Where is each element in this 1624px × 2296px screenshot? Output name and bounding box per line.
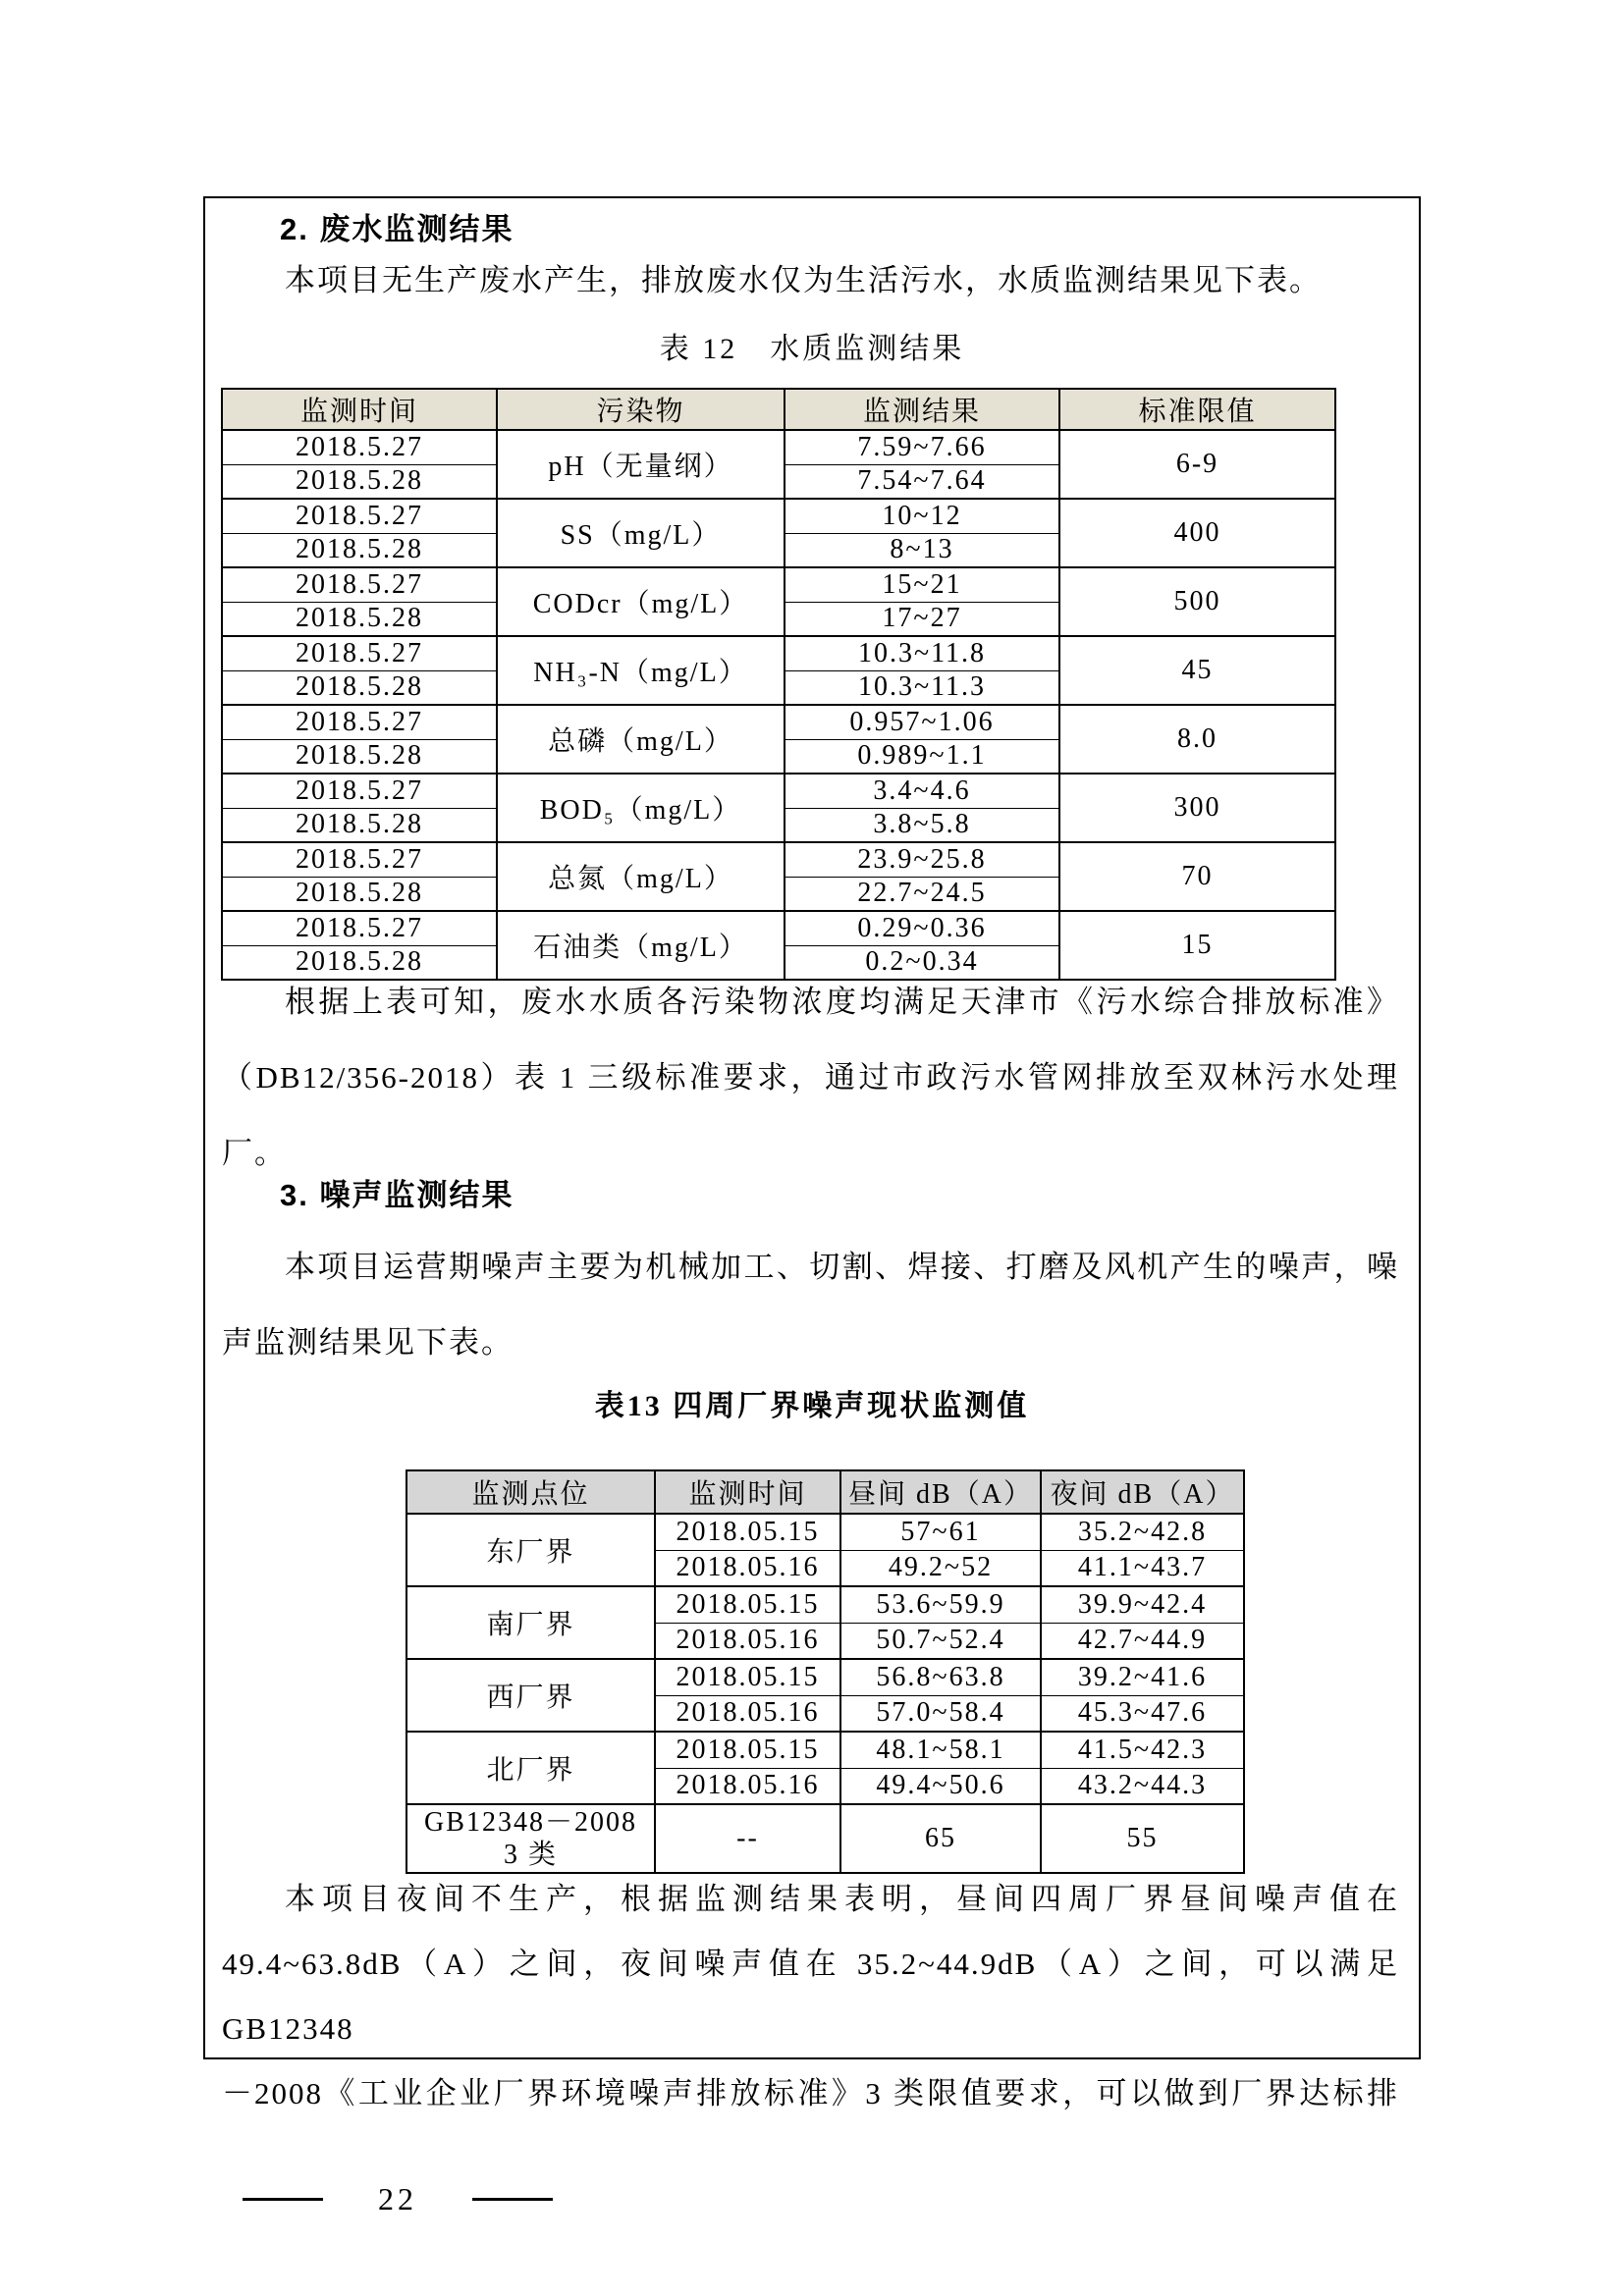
date-cell: 2018.5.27 [222, 430, 497, 464]
limit-cell: 300 [1059, 774, 1335, 842]
table-row [222, 636, 1335, 670]
date-cell: 2018.5.28 [222, 739, 497, 774]
date-cell: 2018.05.16 [655, 1695, 840, 1732]
date-cell: 2018.5.27 [222, 567, 497, 602]
date-cell: 2018.05.16 [655, 1623, 840, 1659]
table-row [406, 1514, 1244, 1550]
table-row [222, 911, 1335, 945]
result-cell: 7.54~7.64 [785, 464, 1059, 499]
site-cell: 东厂界 [406, 1514, 655, 1586]
date-cell: 2018.5.28 [222, 945, 497, 980]
pollutant-cell: CODcr（mg/L） [497, 567, 785, 636]
column-header: 昼间 dB（A） [840, 1470, 1041, 1514]
date-cell: 2018.5.27 [222, 705, 497, 739]
column-header: 污染物 [497, 389, 785, 430]
result-cell: 10.3~11.3 [785, 670, 1059, 705]
limit-cell: 8.0 [1059, 705, 1335, 774]
column-header: 标准限值 [1059, 389, 1335, 430]
result-cell: 3.4~4.6 [785, 774, 1059, 808]
table-row [406, 1732, 1244, 1768]
column-header: 监测时间 [222, 389, 497, 430]
water-quality-table [221, 388, 1336, 981]
section-heading-wastewater: 2. 废水监测结果 [280, 212, 514, 246]
night-level-cell: 39.2~41.6 [1041, 1659, 1244, 1695]
date-cell: 2018.5.28 [222, 808, 497, 842]
table13-caption: 表13 四周厂界噪声现状监测值 [594, 1390, 1030, 1422]
limit-cell: 500 [1059, 567, 1335, 636]
table-header-row [406, 1470, 1244, 1514]
footer-dash [472, 2198, 553, 2201]
date-cell: 2018.5.27 [222, 911, 497, 945]
day-level-cell: 50.7~52.4 [840, 1623, 1041, 1659]
date-cell: -- [655, 1804, 840, 1873]
footer-dash [243, 2198, 323, 2201]
paragraph-line: 厂。 [222, 1136, 287, 1170]
day-level-cell: 57.0~58.4 [840, 1695, 1041, 1732]
date-cell: 2018.05.16 [655, 1550, 840, 1586]
column-header: 监测点位 [406, 1470, 655, 1514]
table-row-standard-limit [406, 1804, 1244, 1873]
table-row [222, 705, 1335, 739]
night-level-cell: 41.5~42.3 [1041, 1732, 1244, 1768]
night-level-cell: 55 [1041, 1804, 1244, 1873]
paragraph-noise-intro [222, 1229, 1399, 1380]
date-cell: 2018.05.15 [655, 1732, 840, 1768]
paragraph-line: 本项目夜间不生产，根据监测结果表明，昼间四周厂界昼间噪声值在 [285, 1882, 1399, 1916]
date-cell: 2018.05.15 [655, 1659, 840, 1695]
paragraph-line: 本项目无生产废水产生，排放废水仅为生活污水，水质监测结果见下表。 [285, 263, 1322, 297]
limit-cell: 45 [1059, 636, 1335, 705]
paragraph-line: 本项目运营期噪声主要为机械加工、切割、焊接、打磨及风机产生的噪声，噪 [285, 1250, 1399, 1284]
column-header: 监测时间 [655, 1470, 840, 1514]
column-header: 夜间 dB（A） [1041, 1470, 1244, 1514]
table-row [406, 1659, 1244, 1695]
day-level-cell: 56.8~63.8 [840, 1659, 1041, 1695]
result-cell: 22.7~24.5 [785, 877, 1059, 911]
date-cell: 2018.5.27 [222, 499, 497, 533]
day-level-cell: 65 [840, 1804, 1041, 1873]
document-page-frame [203, 196, 1421, 2110]
result-cell: 0.989~1.1 [785, 739, 1059, 774]
date-cell: 2018.5.28 [222, 464, 497, 499]
standard-label-line: GB12348－2008 [424, 1807, 637, 1838]
night-level-cell: 39.9~42.4 [1041, 1586, 1244, 1623]
result-cell: 0.957~1.06 [785, 705, 1059, 739]
page-footer [243, 2181, 553, 2217]
pollutant-cell: pH（无量纲） [497, 430, 785, 499]
paragraph-wastewater-conclusion [222, 964, 1399, 1191]
result-cell: 17~27 [785, 602, 1059, 636]
date-cell: 2018.05.16 [655, 1768, 840, 1804]
table-row [406, 1586, 1244, 1623]
result-cell: 0.2~0.34 [785, 945, 1059, 980]
paragraph-line: 根据上表可知，废水水质各污染物浓度均满足天津市《污水综合排放标准》 [285, 985, 1399, 1019]
date-cell: 2018.5.27 [222, 636, 497, 670]
table-row [222, 499, 1335, 533]
day-level-cell: 57~61 [840, 1514, 1041, 1550]
day-level-cell: 49.2~52 [840, 1550, 1041, 1586]
result-cell: 0.29~0.36 [785, 911, 1059, 945]
table-row [222, 842, 1335, 877]
day-level-cell: 48.1~58.1 [840, 1732, 1041, 1768]
night-level-cell: 35.2~42.8 [1041, 1514, 1244, 1550]
paragraph-line: （DB12/356-2018）表 1 三级标准要求，通过市政污水管网排放至双林污水处理 [222, 1060, 1399, 1095]
standard-label-line: 3 类 [503, 1840, 558, 1870]
day-level-cell: 53.6~59.9 [840, 1586, 1041, 1623]
page-number: 22 [378, 2181, 417, 2216]
pollutant-cell: 总氮（mg/L） [497, 842, 785, 911]
limit-cell: 6-9 [1059, 430, 1335, 499]
paragraph-line: 声监测结果见下表。 [222, 1325, 514, 1360]
date-cell: 2018.5.28 [222, 877, 497, 911]
result-cell: 8~13 [785, 533, 1059, 567]
section-heading-noise: 3. 噪声监测结果 [280, 1178, 514, 1212]
table-row [222, 430, 1335, 464]
date-cell: 2018.5.27 [222, 842, 497, 877]
result-cell: 10.3~11.8 [785, 636, 1059, 670]
site-cell: 南厂界 [406, 1586, 655, 1659]
pollutant-cell: SS（mg/L） [497, 499, 785, 567]
result-cell: 10~12 [785, 499, 1059, 533]
date-cell: 2018.5.28 [222, 670, 497, 705]
night-level-cell: 41.1~43.7 [1041, 1550, 1244, 1586]
limit-cell: 15 [1059, 911, 1335, 980]
paragraph-line: 49.4~63.8dB（A）之间，夜间噪声值在 35.2~44.9dB（A）之间，可以满足 GB12348 [222, 1947, 1399, 2046]
pollutant-cell: 总磷（mg/L） [497, 705, 785, 774]
pollutant-cell: NH₃-N（mg/L） [497, 636, 785, 705]
date-cell: 2018.05.15 [655, 1514, 840, 1550]
date-cell: 2018.5.28 [222, 602, 497, 636]
pollutant-cell: 石油类（mg/L） [497, 911, 785, 980]
table-row [222, 567, 1335, 602]
result-cell: 3.8~5.8 [785, 808, 1059, 842]
night-level-cell: 42.7~44.9 [1041, 1623, 1244, 1659]
date-cell: 2018.5.28 [222, 533, 497, 567]
date-cell: 2018.05.15 [655, 1586, 840, 1623]
paragraph-wastewater-intro [222, 261, 1399, 300]
paragraph-line: －2008《工业企业厂界环境噪声排放标准》3 类限值要求，可以做到厂界达标排 [222, 2076, 1399, 2110]
pollutant-cell: BOD₅（mg/L） [497, 774, 785, 842]
column-header: 监测结果 [785, 389, 1059, 430]
paragraph-noise-conclusion [222, 1867, 1399, 2126]
night-level-cell: 43.2~44.3 [1041, 1768, 1244, 1804]
table-header-row [222, 389, 1335, 430]
night-level-cell: 45.3~47.6 [1041, 1695, 1244, 1732]
day-level-cell: 49.4~50.6 [840, 1768, 1041, 1804]
result-cell: 7.59~7.66 [785, 430, 1059, 464]
site-cell: 北厂界 [406, 1732, 655, 1804]
table-row [222, 774, 1335, 808]
boundary-noise-table [406, 1469, 1245, 1874]
result-cell: 23.9~25.8 [785, 842, 1059, 877]
standard-label-cell [406, 1804, 655, 1873]
site-cell: 西厂界 [406, 1659, 655, 1732]
result-cell: 15~21 [785, 567, 1059, 602]
table12-caption: 表 12 水质监测结果 [659, 333, 965, 365]
limit-cell: 70 [1059, 842, 1335, 911]
date-cell: 2018.5.27 [222, 774, 497, 808]
limit-cell: 400 [1059, 499, 1335, 567]
